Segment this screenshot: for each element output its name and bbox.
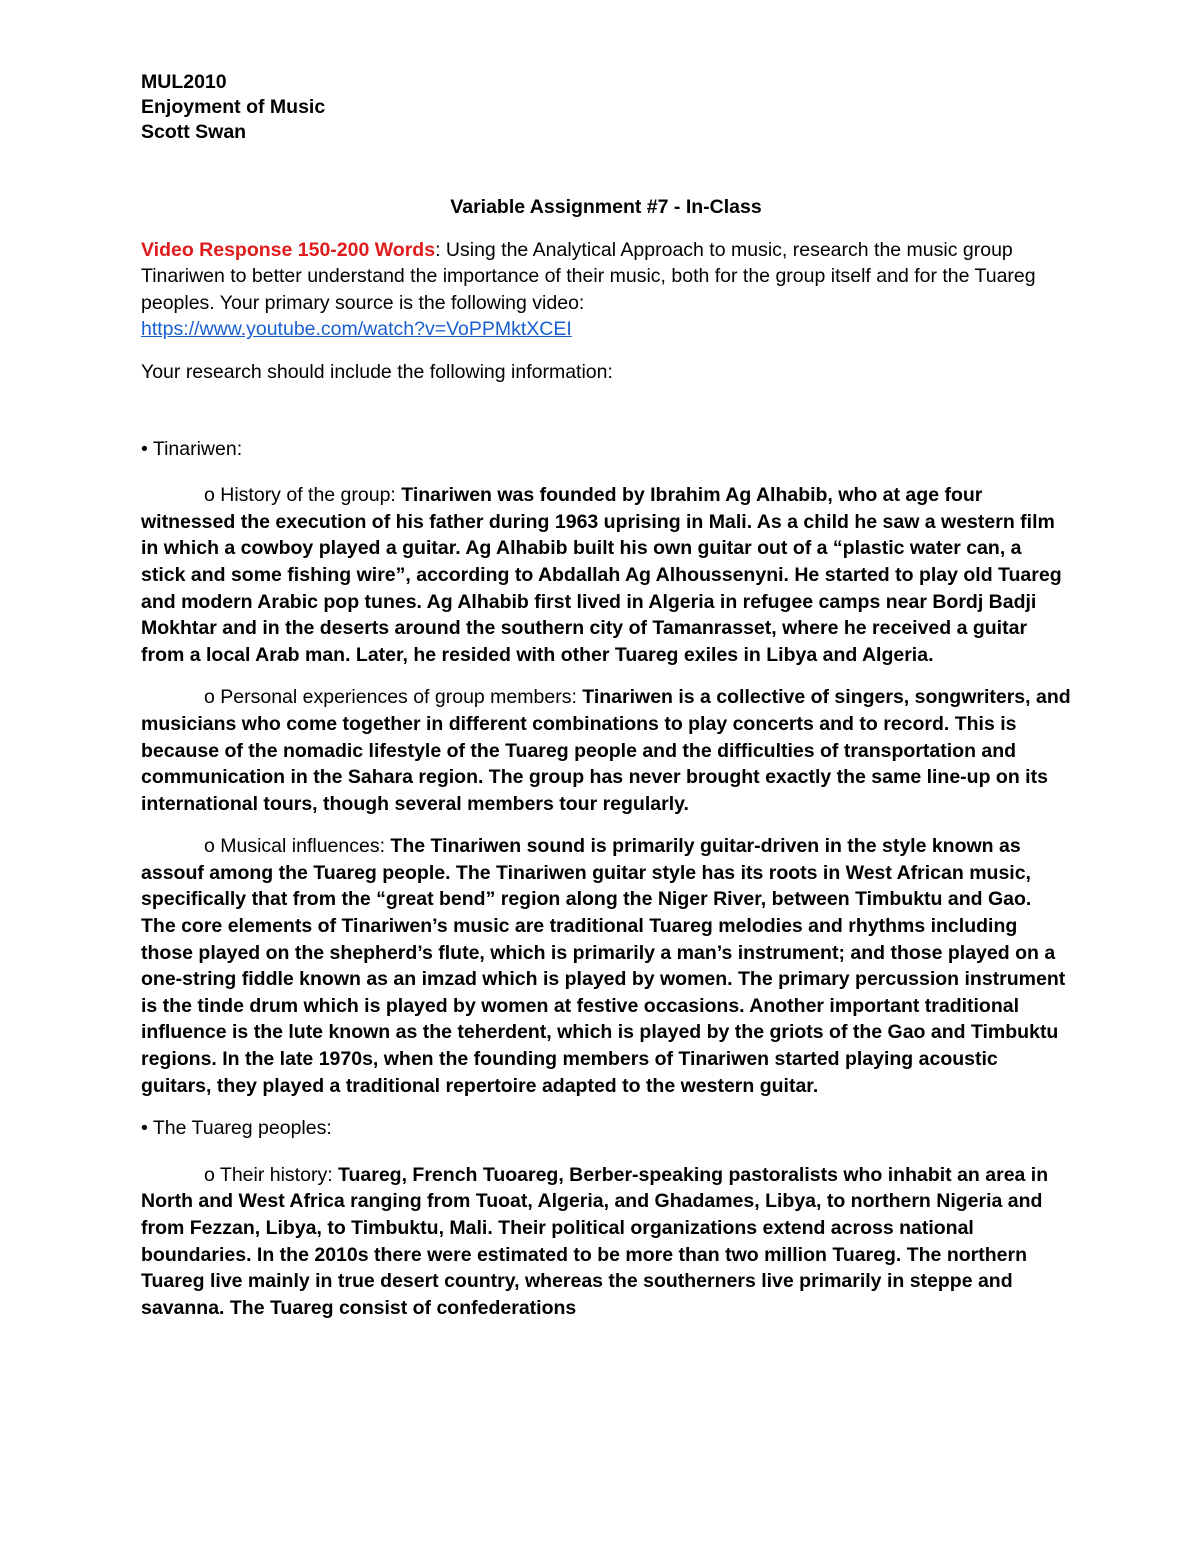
course-name: Enjoyment of Music — [141, 96, 326, 118]
intro-label: Video Response 150-200 Words — [141, 238, 436, 261]
item-answer: The Tinariwen sound is primarily guitar-driven in the style known as assouf among the Tuareg people. The Tinariwen guitar style has its roots in West African music, specifically that from the “great bend” region along the Niger River, between Timbuktu and Gao. The core elements of Tinariwen’s music are traditional Tuareg melodies and rhythms including those played on the shepherd’s flute, which is primarily a man’s instrument; and those played on a one-string fiddle known as an imzad which is played by women. The primary percussion instrument is the tinde drum which is played by women at festive occasions. Another important traditional influence is the lute known as the teherdent, which is played by the griots of the Gao and Timbuktu regions. In the late 1970s, when the founding members of Tinariwen started playing acoustic guitars, they played a traditional repertoire adapted to the western guitar. — [141, 835, 1066, 1097]
document-header — [141, 70, 1071, 145]
item-history-of-group — [141, 482, 1071, 668]
item-tuareg-history — [141, 1162, 1071, 1322]
item-answer: Tinariwen is a collective of singers, songwriters, and musicians who come together in different combinations to play concerts and to record. This is because of the nomadic lifestyle of the Tuareg people and the difficulties of transportation and communication in the Sahara region. The group has never brought exactly the same line-up on its international tours, though several members tour regularly. — [141, 686, 1071, 815]
document-page — [141, 70, 1071, 1337]
research-intro: Your research should include the following information: — [141, 360, 613, 383]
video-link[interactable]: https://www.youtube.com/watch?v=VoPPMktXCEI — [141, 318, 572, 341]
item-answer: Tuareg, French Tuoareg, Berber-speaking pastoralists who inhabit an area in North and West Africa ranging from Tuoat, Algeria, and Ghadames, Libya, to northern Nigeria and from Fezzan, Libya, to Timbuktu, Mali. Their political organizations extend across national boundaries. In the 2010s there were estimated to be more than two million Tuareg. The northern Tuareg live mainly in true desert country, whereas the southerners live primarily in steppe and savanna. The Tuareg consist of confederations — [141, 1163, 1049, 1319]
course-code: MUL2010 — [141, 71, 227, 93]
intro-paragraph — [141, 237, 1071, 343]
item-answer: Tinariwen was founded by Ibrahim Ag Alhabib, who at age four witnessed the execution of his father during 1963 uprising in Mali. As a child he saw a western film in which a cowboy played a guitar. Ag Alhabib built his own guitar out of a “plastic water can, a stick and some fishing wire”, according to Abdallah Ag Alhoussenyni. He started to play old Tuareg and modern Arabic pop tunes. Ag Alhabib first lived in Algeria in refugee camps near Bordj Badji Mokhtar and in the deserts around the southern city of Tamanrasset, where he received a guitar from a local Arab man. Later, he resided with other Tuareg exiles in Libya and Algeria. — [141, 484, 1062, 666]
item-label: o History of the group: — [204, 484, 402, 507]
item-label: o Their history: — [204, 1163, 339, 1186]
item-label: o Personal experiences of group members: — [204, 686, 583, 709]
bullet-tinariwen: • Tinariwen: — [141, 437, 243, 460]
instructor-name: Scott Swan — [141, 121, 247, 143]
item-personal-experiences — [141, 684, 1071, 817]
intro-text: : Using the Analytical Approach to music, research the music group Tinariwen to better understand the importance of their music, both for the group itself and for the Tuareg peoples. Your primary source is the following video: — [141, 238, 1036, 314]
item-musical-influences — [141, 833, 1071, 1099]
item-label: o Musical influences: — [204, 835, 391, 858]
assignment-title: Variable Assignment #7 - In-Class — [450, 196, 762, 218]
bullet-tuareg-peoples: • The Tuareg peoples: — [141, 1117, 332, 1140]
